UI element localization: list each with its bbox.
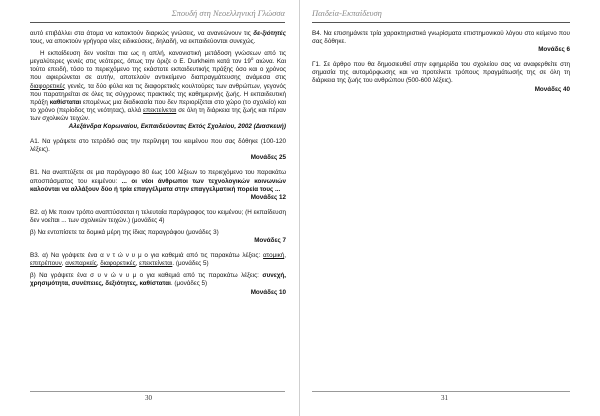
- right-page: [300, 0, 600, 416]
- header-rule-right: [312, 22, 570, 23]
- question-a1: Α1. Να γράψετε στο τετράδιό σας την περίληψη του κειμένου που σας δόθηκε (100-120 λέξεις).: [30, 138, 286, 154]
- running-header-right: Παιδεία-Εκπαίδευση: [312, 8, 382, 18]
- marks-a1: Μονάδες 25: [250, 154, 286, 162]
- footer-rule-left: [30, 391, 285, 392]
- question-g1: Γ1. Σε άρθρο που θα δημοσιευθεί στην εφημερίδα του σχολείου σας να αναφερθείτε στη σημασία της αυτομόρφωσης και να προτείνετε τρόπους πραγμάτωσής της σε όλη τη διάρκεια της ζωής του ανθρώπου (500-600 λέξεις).: [312, 61, 570, 85]
- right-page-content: [312, 30, 570, 94]
- marks-g1: Μονάδες 40: [534, 85, 570, 93]
- header-rule-left: [30, 22, 285, 23]
- footer-rule-right: [312, 391, 570, 392]
- question-b2a: Β2. α) Με ποιον τρόπο αναπτύσσεται η τελευταία παράγραφος του κειμένου; (Η εκπαίδευση δεν νοείται ... των σχολικών τειχών.) (μονάδες 4): [30, 208, 286, 224]
- paragraph-intro: αυτό επιβάλλει στα άτομα να κατακτούν διαρκώς γνώσεις, να ανανεώνουν τις δε-ξιότητές τους, να αποκτούν γρήγορα νέες ειδικεύσεις, δηλαδή, να εκπαιδεύονται συνεχώς.: [30, 30, 286, 46]
- question-b3b: β) Να γράψετε ένα σ υ ν ώ ν υ μ ο για καθεμιά από τις παρακάτω λέξεις: συνεχή, χρησιμότητα, συνέπειες, δεξιότητες, καθίσταται. (μονάδες 5): [30, 272, 286, 288]
- source-citation: Αλεξάνδρα Κορωναίου, Εκπαιδεύοντας Εκτός Σχολείου, 2002 (Διασκευή): [68, 123, 286, 131]
- question-b3a: Β3. α) Να γράψετε ένα α ν τ ώ ν υ μ ο για καθεμιά από τις παρακάτω λέξεις: ατομική, επιτρέπουν, ανεπαρκείς, διαφορετικές, επεκτείνεται. (μονάδες 5): [30, 252, 286, 268]
- marks-b2: Μονάδες 7: [254, 237, 286, 245]
- page-number-left: 30: [145, 394, 152, 402]
- page-number-right: 31: [441, 394, 448, 402]
- question-b1: Β1. Να αναπτύξετε σε μια παράγραφο 80 έως 100 λέξεων το περιεχόμενο του παρακάτω αποσπάσματος του κειμένου: ... οι νέοι άνθρωποι των τεχνολογικών κοινωνιών καλούνται να αλλάξουν δύο ή τρία επαγγέλματα στην επαγγελματική πορεία τους ...: [30, 169, 286, 193]
- marks-b4: Μονάδες 6: [538, 46, 570, 54]
- marks-b1: Μονάδες 12: [250, 193, 286, 201]
- marks-b3: Μονάδες 10: [250, 288, 286, 296]
- paragraph-education: Η εκπαίδευση δεν νοείται πια ως η απλή, κανονιστική μετάδοση γνώσεων από τις μεγαλύτερες γενιές στις νεότερες, όπως την όριζε ο E. Durkheim κατά τον $19^o$ αιώνα. Και τούτο επειδή, τόσο το περιεχόμενο της εκάστοτε εκπαιδευτικής πράξης όσο και ο χρόνος που αφιερώνεται σε αυτήν, αποτελούν αντικείμενο διαπραγμάτευσης ανάμεσα στις διαφορετικές γενιές, τα δύο φύλα και τις διαφορετικές κουλτούρες των ανθρώπων, γεγονός που παρατηρείται σε όλες τις σύγχρονες πρακτικές της καθημερινής ζωής. Η εκπαιδευτική πράξη καθίσταται επομένως μια διαδικασία που δεν περιορίζεται στο χώρο (το σχολείο) και το χρόνο (περίοδος της νεότητας), αλλά επεκτείνεται σε όλη τη διάρκεια της ζωής και πέραν των σχολικών τειχών.: [30, 50, 286, 122]
- question-b4: Β4. Να επισημάνετε τρία χαρακτηριστικά γνωρίσματα επιστημονικού λόγου στο κείμενο που σας δόθηκε.: [312, 30, 570, 46]
- question-b2b: β) Να εντοπίσετε τα δομικά μέρη της ίδιας παραγράφου (μονάδες 3): [30, 228, 219, 236]
- running-header-left: Σπουδή στη Νεοελληνική Γλώσσα: [171, 8, 285, 18]
- left-page-content: [30, 30, 286, 297]
